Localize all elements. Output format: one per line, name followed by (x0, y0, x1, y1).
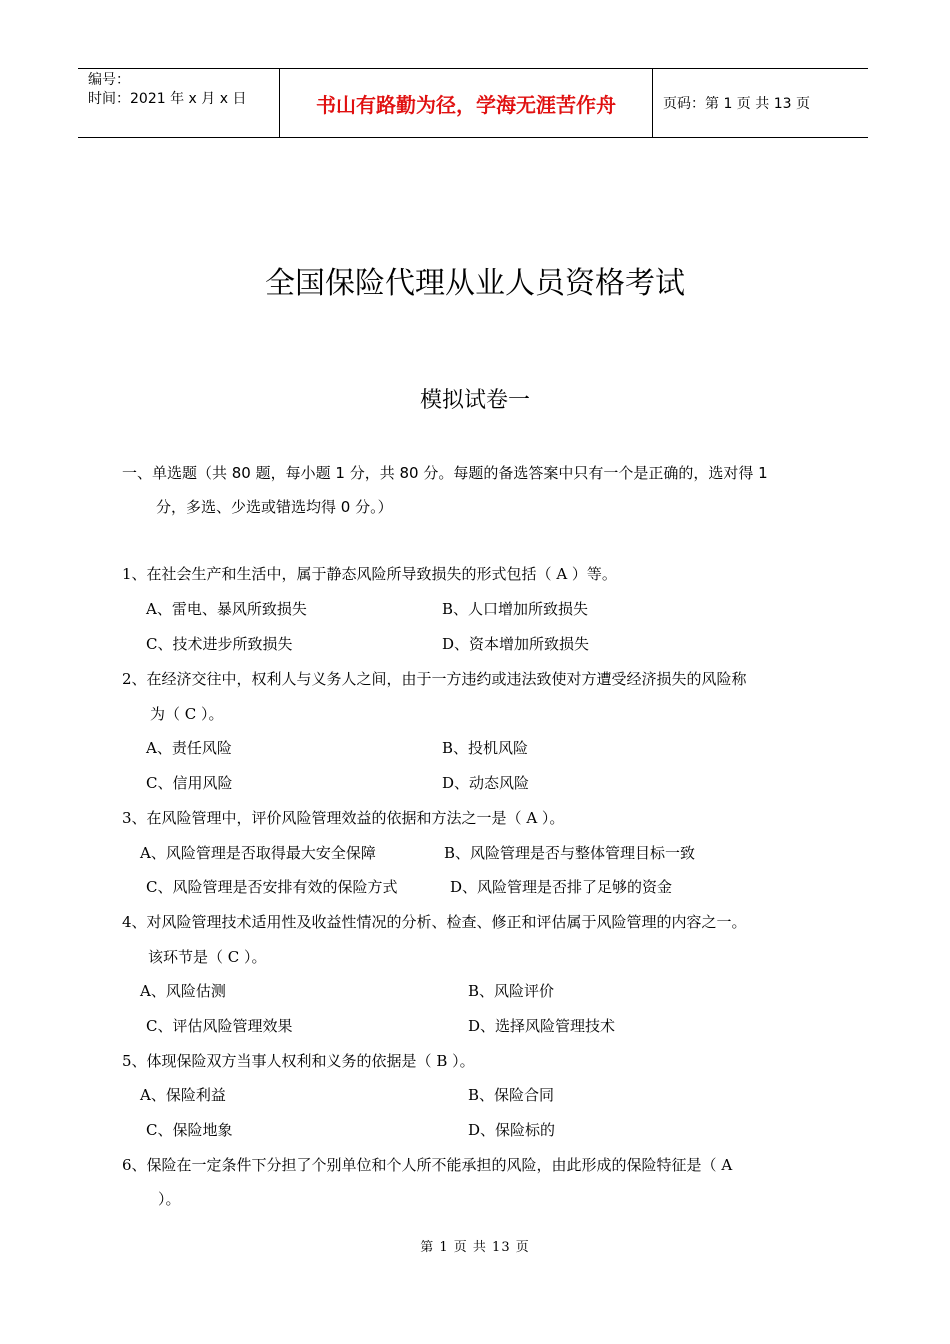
header-motto: 书山有路勤为径，学海无涯苦作舟 (280, 69, 653, 137)
number-label: 编号： (88, 72, 130, 88)
option-1b: B、人口增加所致损失 (442, 600, 589, 618)
option-3a: A、风险管理是否取得最大安全保障 (140, 844, 376, 862)
page-footer: 第 1 页 共 13 页 (420, 1240, 530, 1255)
question-6-cont: ）。 (158, 1190, 181, 1208)
question-2: 2、在经济交往中，权利人与义务人之间，由于一方违约或违法致使对方遭受经济损失的风险称 (122, 670, 747, 688)
option-3b: B、风险管理是否与整体管理目标一致 (444, 844, 696, 862)
section-line-2: 分，多选、少选或错选均得 0 分。） (156, 498, 393, 516)
option-4a: A、风险估测 (140, 982, 226, 1000)
question-1: 1、在社会生产和生活中，属于静态风险所导致损失的形式包括（ A ）等。 (122, 565, 617, 583)
option-5d: D、保险标的 (468, 1121, 556, 1139)
option-5a: A、保险利益 (140, 1086, 226, 1104)
option-2b: B、投机风险 (442, 739, 529, 757)
option-4d: D、选择风险管理技术 (468, 1017, 616, 1035)
section-heading (122, 456, 832, 524)
option-5b: B、保险合同 (468, 1086, 555, 1104)
option-2a: A、责任风险 (146, 739, 232, 757)
question-5: 5、体现保险双方当事人权利和义务的依据是（ B ）。 (122, 1052, 475, 1070)
question-4-cont: 该环节是（ C ）。 (148, 948, 267, 966)
option-1d: D、资本增加所致损失 (442, 635, 590, 653)
option-4c: C、评估风险管理效果 (146, 1017, 293, 1035)
header-box (78, 68, 868, 138)
time-label: 时间：2021 年 x 月 x 日 (88, 91, 247, 107)
option-3d: D、风险管理是否排了足够的资金 (450, 878, 673, 896)
header-meta (78, 69, 280, 137)
exam-subtitle: 模拟试卷一 (419, 388, 530, 413)
question-4: 4、对风险管理技术适用性及收益性情况的分析、检查、修正和评估属于风险管理的内容之一。 (122, 913, 747, 931)
option-4b: B、风险评价 (468, 982, 555, 1000)
option-2c: C、信用风险 (146, 774, 233, 792)
question-3: 3、在风险管理中，评价风险管理效益的依据和方法之一是（ A ）。 (122, 809, 565, 827)
option-3c: C、风险管理是否安排有效的保险方式 (146, 878, 398, 896)
option-5c: C、保险地象 (146, 1121, 233, 1139)
option-1a: A、雷电、暴风所致损失 (146, 600, 307, 618)
section-line-1: 一、单选题（共 80 题，每小题 1 分，共 80 分。每题的备选答案中只有一个是正确的，选对得 1 (122, 464, 768, 482)
option-1c: C、技术进步所致损失 (146, 635, 293, 653)
option-2d: D、动态风险 (442, 774, 530, 792)
exam-title: 全国保险代理从业人员资格考试 (265, 266, 685, 301)
header-page-code: 页码：第 1 页 共 13 页 (663, 96, 810, 112)
question-2-cont: 为（ C ）。 (150, 705, 224, 723)
question-6: 6、保险在一定条件下分担了个别单位和个人所不能承担的风险，由此形成的保险特征是（ A (122, 1156, 733, 1174)
